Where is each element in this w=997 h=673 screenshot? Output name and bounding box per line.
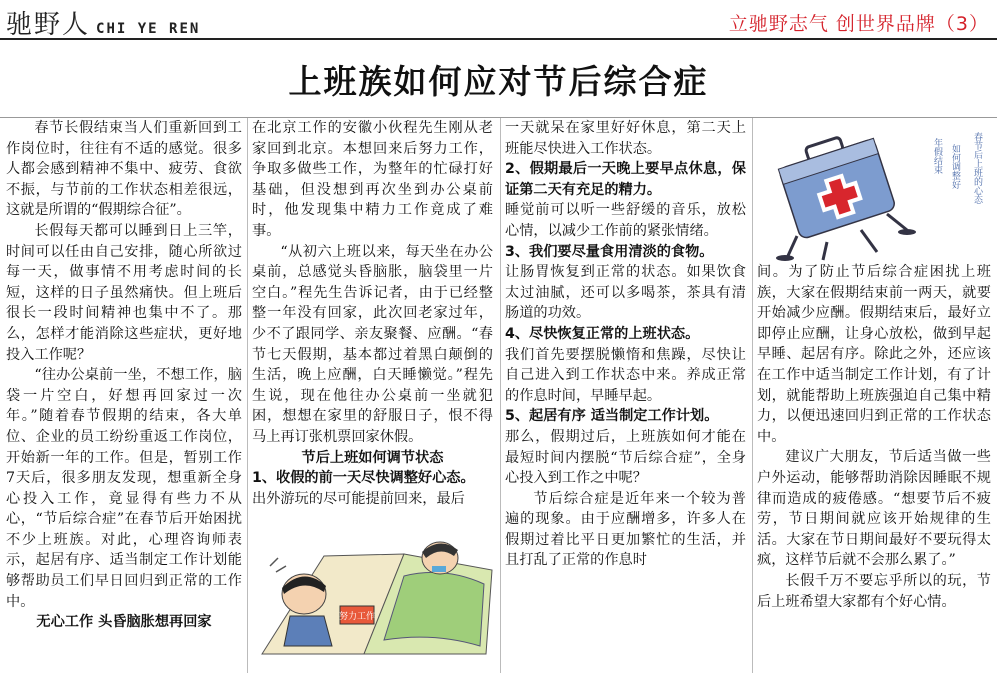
paragraph: 那么，假期过后，上班族如何才能在最短时间内摆脱“节后综合症”，全身心投入到工作之中呢？ — [505, 428, 746, 487]
column-divider — [247, 118, 248, 673]
brand — [6, 4, 200, 41]
office-sign-text: 努力工作 — [338, 612, 376, 622]
column-divider — [500, 118, 501, 673]
paragraph: 在北京工作的安徽小伙程先生刚从老家回到北京。本想回来后努力工作，争取多做些工作，为整年的忙碌打好基础，但没想到再次坐到办公桌前时，他发现集中精力工作竟成了难事。 — [252, 120, 493, 239]
paragraph: 我们首先要摆脱懒惰和焦躁，尽快让自己进入到工作状态中来。养成正常的作息时间，早睡早起。 — [505, 346, 746, 404]
paragraph: 节后综合症是近年来一个较为普遍的现象。由于应酬增多，许多人在假期过着比平日更加繁忙的生活，并且打乱了正常的作息时 — [505, 490, 746, 569]
paragraph: 长假千万不要忘乎所以的玩，节后上班希望大家都有个好心情。 — [757, 572, 991, 610]
column-1 — [6, 118, 242, 673]
tip-heading: 1、收假的前一天尽快调整好心态。 — [252, 470, 475, 487]
tip-heading: 4、尽快恢复正常的上班状态。 — [505, 325, 700, 342]
paragraph: 一天就呆在家里好好休息，第二天上班能尽快进入工作状态。 — [505, 120, 746, 157]
article-headline: 上班族如何应对节后综合症 — [288, 62, 709, 101]
tip-heading: 2、假期最后一天晚上要早点休息，保证第二天有充足的精力。 — [505, 161, 746, 198]
column-4 — [757, 262, 991, 673]
brand-english: CHI YE REN — [96, 21, 201, 37]
headline-row — [0, 42, 997, 118]
column-divider — [752, 118, 753, 673]
masthead — [0, 0, 997, 40]
paragraph: 建议广大朋友，节后适当做一些户外运动，能够帮助消除因睡眠不规律而造成的疲倦感。“想要节后不疲劳，节日期间就应该开始规律的生活。大家在节日期间最好不要玩得太疯，这样节后就不会那么累了。” — [757, 449, 991, 569]
medkit-caption-mid: 如何调整好 — [950, 144, 960, 189]
column-3 — [505, 118, 746, 673]
paragraph: 睡觉前可以听一些舒缓的音乐，放松心情，以减少工作前的紧张情绪。 — [505, 202, 746, 239]
tip-heading: 5、起居有序 适当制定工作计划。 — [505, 408, 719, 425]
office-worker-illustration — [254, 536, 500, 658]
tip-heading: 3、我们要尽量食用清淡的食物。 — [505, 243, 714, 260]
paragraph: 间。为了防止节后综合症困扰上班族，大家在假期结束前一两天，就要开始减少应酬。假期结束后，最好立即停止应酬，让身心放松，做到早起早睡、起居有序。除此之外，还应该在工作中适当制定工作计划，有了计划，就能帮助上班族强迫自己集中精力，以便迅速回归到正常的工作状态中。 — [757, 264, 991, 445]
paragraph: “往办公桌前一坐，不想工作，脑袋一片空白，好想再回家过一次年。”随着春节假期的结束，各大单位、企业的员工纷纷重返工作岗位，开始新一年的工作。但是，暂别工作7天后，很多朋友发现，想重新全身心投入工作，竟显得有些力不从心，“节后综合症”在春节后开始困扰不少上班族。对此，心理咨询师表示，起居有序、适当制定工作计划能够帮助员工们早日回归到正常的工作中。 — [6, 367, 242, 610]
paragraph: 春节长假结束当人们重新回到工作岗位时，往往有不适的感觉。很多人都会感到精神不集中、疲劳、食欲不振，与节前的工作状态相差很远，这就是所谓的“假期综合征”。 — [6, 120, 242, 219]
medkit-caption-left: 年假结束 — [932, 138, 942, 174]
medkit-illustration — [757, 118, 995, 262]
paragraph: 长假每天都可以睡到日上三竿，时间可以任由自己安排，随心所欲过每一天，做事情不用考虑时间的长短，这样的日子虽然痛快。但上班后很长一段时间精神也集中不了。那么，怎样才能消除这些症状，更好地投入工作呢？ — [6, 222, 242, 363]
paragraph: “从初六上班以来，每天坐在办公桌前，总感觉头昏脑胀，脑袋里一片空白。”程先生告诉记者，由于已经整整一年没有回家，此次回老家过年，少不了跟同学、亲友聚餐、应酬。“春节七天假期，基本都过着黑白颠倒的生活，晚上应酬，白天睡懒觉。”程先生说，现在他往办公桌前一坐就犯困，想想在家里的舒服日子，恨不得马上再订张机票回家休假。 — [252, 243, 493, 445]
section-subhead: 无心工作 头昏脑胀想再回家 — [36, 614, 212, 631]
section-subhead: 节后上班如何调节状态 — [301, 449, 444, 466]
brand-chinese: 驰野人 — [6, 10, 91, 40]
medkit-caption-right: 春节后上班的心态 — [972, 132, 982, 204]
slogan: 立驰野志气 创世界品牌（3） — [728, 13, 989, 35]
paragraph: 出外游玩的尽可能提前回来，最后 — [252, 490, 465, 507]
paragraph: 让肠胃恢复到正常的状态。如果饮食太过油腻，还可以多喝茶，茶具有清肠道的功效。 — [505, 264, 746, 322]
